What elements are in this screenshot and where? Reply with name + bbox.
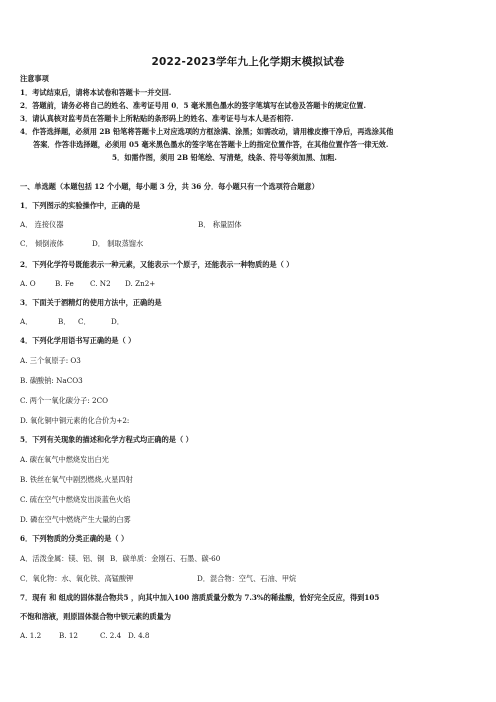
option-d[interactable]: D． 制取蒸馏水 (92, 239, 144, 248)
option-b[interactable]: B. 铁丝在氧气中剧烈燃烧,火星四射 (20, 475, 133, 484)
question-3-options (20, 317, 124, 326)
question-1-options-row-2 (20, 239, 144, 248)
question-7-stem-line-2: 不饱和溶液，则原固体混合物中钡元素的质量为 (20, 612, 171, 621)
note-2: 2．答题前，请务必将自己的姓名、准考证号用 0．5 毫米黑色墨水的签字笔填写在试卷及答题卡的规定位置. (20, 101, 366, 110)
option-c[interactable]: C. 两个一氧化碳分子: 2CO (20, 396, 108, 405)
option-b[interactable]: B． (58, 317, 71, 326)
option-a[interactable]: A. 碳在氧气中燃烧发出白光 (20, 455, 109, 464)
option-a[interactable]: A. 三个氧原子: O3 (20, 356, 81, 365)
question-2-stem: 2．下列化学符号既能表示一种元素，又能表示一个原子，还能表示一种物质的是（ ） (20, 260, 294, 269)
option-b[interactable]: B. Fe (55, 279, 74, 288)
option-d[interactable]: D．混合物：空气、石油、甲烷 (197, 574, 297, 583)
option-d[interactable]: D． (111, 317, 124, 326)
note-3: 3．请认真核对监考员在答题卡上所粘贴的条形码上的姓名、准考证号与本人是否相符. (20, 114, 294, 123)
page-title: 2022-2023学年九上化学期末模拟试卷 (151, 56, 345, 68)
option-b[interactable]: B． 称量固体 (198, 220, 242, 229)
question-7-stem-line-1: 7．现有 和 组成的固体混合物共5 ，向其中加入100 溶质质量分数为 7.3%的稀盐酸，恰好完全反应，得到105 (20, 593, 380, 602)
option-b[interactable]: B. 12 (59, 631, 78, 640)
option-c[interactable]: C． 倾倒液体 (20, 239, 64, 248)
option-d[interactable]: D. 氧化铜中铜元素的化合价为+2: (20, 416, 130, 425)
question-1-options-row-1 (20, 220, 242, 229)
option-a[interactable]: A． (20, 317, 33, 326)
option-c[interactable]: C. 硫在空气中燃烧发出淡蓝色火焰 (20, 495, 131, 504)
question-1-stem: 1．下列图示的实验操作中，正确的是 (20, 201, 141, 210)
note-4: 4．作答选择题，必须用 2B 铅笔将答题卡上对应选项的方框涂满、涂黑；如需改动，请用橡皮擦干净后，再选涂其他 (20, 127, 394, 136)
option-d[interactable]: D. 4.8 (128, 631, 150, 640)
option-a[interactable]: A. 1.2 (20, 631, 42, 640)
question-5-stem: 5．下列有关现象的描述和化学方程式均正确的是（ ） (20, 435, 193, 444)
option-c[interactable]: C. N2 (90, 279, 111, 288)
option-d[interactable]: D. 磷在空气中燃烧产生大量的白雾 (20, 515, 131, 524)
question-6-options-row-2 (20, 574, 297, 583)
question-6-stem: 6．下列物质的分类正确的是（ ） (20, 534, 129, 543)
option-c[interactable]: C. 2.4 (100, 631, 122, 640)
question-2-options (20, 279, 156, 288)
option-a[interactable]: A．活泼金属：镁、铝、铜 (20, 554, 105, 563)
notes-heading: 注意事项 (20, 74, 49, 83)
option-a[interactable]: A． 连接仪器 (20, 220, 64, 229)
note-4-continued: 答案．作答非选择题，必须用 05 毫米黑色墨水的签字笔在答题卡上的指定位置作答，在其他位置作答一律无效. (33, 140, 389, 149)
question-7-options (20, 631, 150, 640)
option-b[interactable]: B. 碳酸钠: NaCO3 (20, 376, 83, 385)
note-1: 1．考试结束后，请将本试卷和答题卡一并交回. (20, 88, 172, 97)
question-4-stem: 4．下列化学用语书写正确的是（ ） (20, 336, 136, 345)
question-6-options-row-1 (20, 554, 221, 563)
option-c[interactable]: C．氧化物：水、氧化铁、高锰酸钾 (20, 574, 134, 583)
note-5: 5．如需作图，须用 2B 铅笔绘、写清楚，线条、符号等须加黑、加粗. (112, 153, 337, 162)
option-b[interactable]: B．碳单质：金刚石、石墨、碳-60 (110, 554, 221, 563)
question-3-stem: 3．下面关于酒精灯的使用方法中，正确的是 (20, 298, 162, 307)
option-a[interactable]: A. O (20, 279, 36, 288)
option-d[interactable]: D. Zn2+ (125, 279, 156, 288)
section-heading: 一、单选题（本题包括 12 个小题，每小题 3 分，共 36 分．每小题只有一个选项符合题意） (20, 182, 319, 191)
option-c[interactable]: C． (78, 317, 91, 326)
